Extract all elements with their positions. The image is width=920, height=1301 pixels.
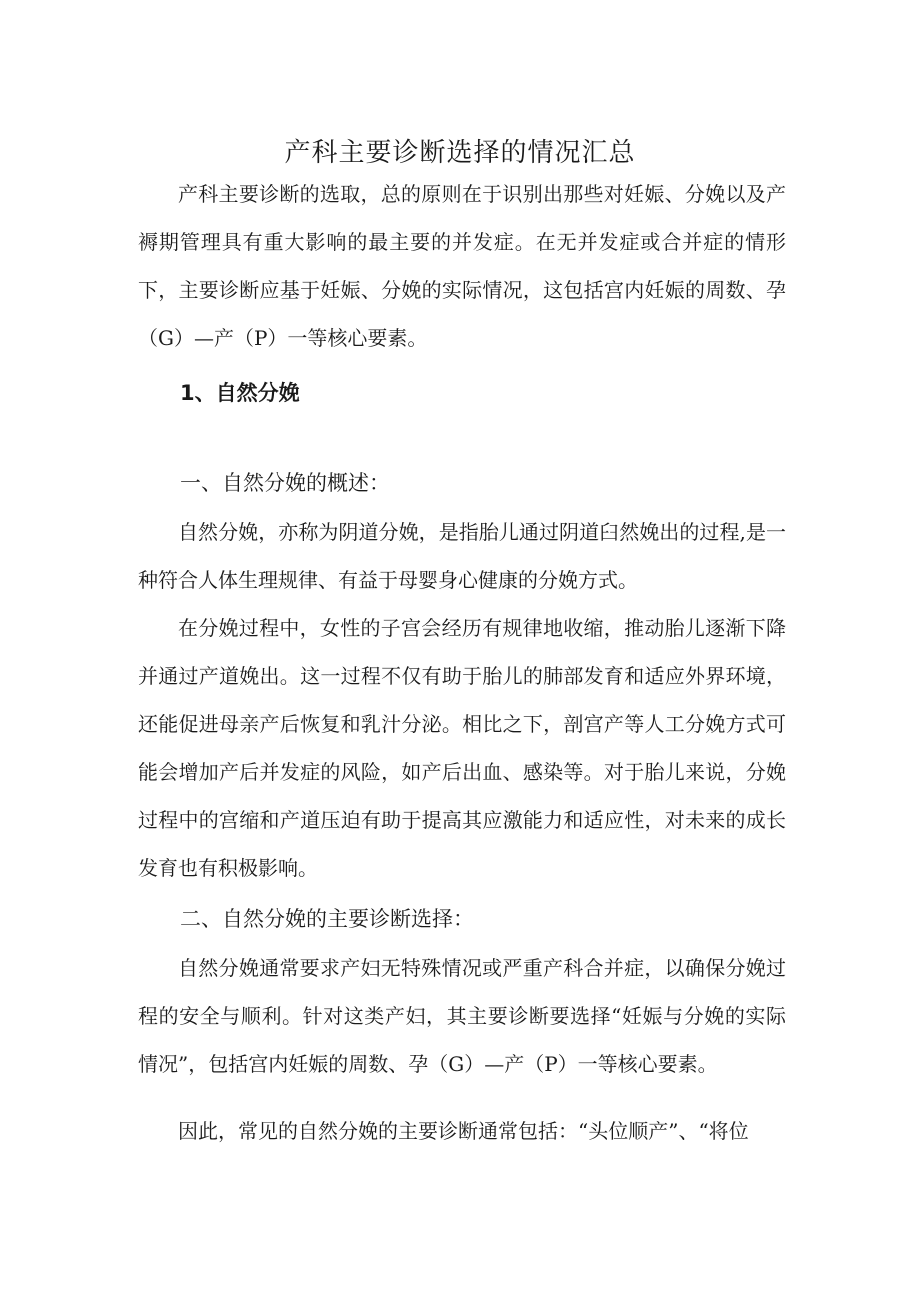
overview-paragraph-2: 在分娩过程中，女性的子宫会经历有规律地收缩，推动胎儿逐渐下降并通过产道娩出。这一过程不仅有助于胎儿的肺部发育和适应外界环境，还能促进母亲产后恢复和乳汁分泌。相比之下，剖宫产等人工分娩方式可能会增加产后并发症的风险，如产后出血、感染等。对于胎儿来说，分娩过程中的宫缩和产道压迫有助于提高其应激能力和适应性，对未来的成长发育也有积极影响。 [138, 616, 786, 880]
intro-paragraph: 产科主要诊断的选取，总的原则在于识别出那些对妊娠、分娩以及产褥期管理具有重大影响的最主要的并发症。在无并发症或合并症的情形下，主要诊断应基于妊娠、分娩的实际情况，这包括宫内妊娠的周数、孕（G）—产（P）一等核心要素。 [138, 182, 786, 350]
overview-paragraph-1: 自然分娩，亦称为阴道分娩，是指胎儿通过阴道臼然娩出的过程,是一种符合人体生理规律、有益于母婴身心健康的分娩方式。 [138, 520, 786, 592]
diagnosis-paragraph-1: 自然分娩通常要求产妇无特殊情况或严重产科合并症，以确保分娩过程的安全与顺利。针对这类产妇，其主要诊断要选择“妊娠与分娩的实际情况”，包括宫内妊娠的周数、孕（G）—产（P）一等核心要素。 [138, 956, 786, 1076]
subsection-heading-diagnosis: 二、自然分娩的主要诊断选择： [180, 907, 474, 931]
diagnosis-paragraph-2: 因此，常见的自然分娩的主要诊断通常包括：“头位顺产”、“将位 [178, 1119, 749, 1143]
section-heading-natural-birth: 1、自然分娩 [180, 381, 300, 405]
document-title: 产科主要诊断选择的情况汇总 [284, 138, 636, 169]
subsection-heading-overview: 一、自然分娩的概述： [180, 471, 390, 495]
